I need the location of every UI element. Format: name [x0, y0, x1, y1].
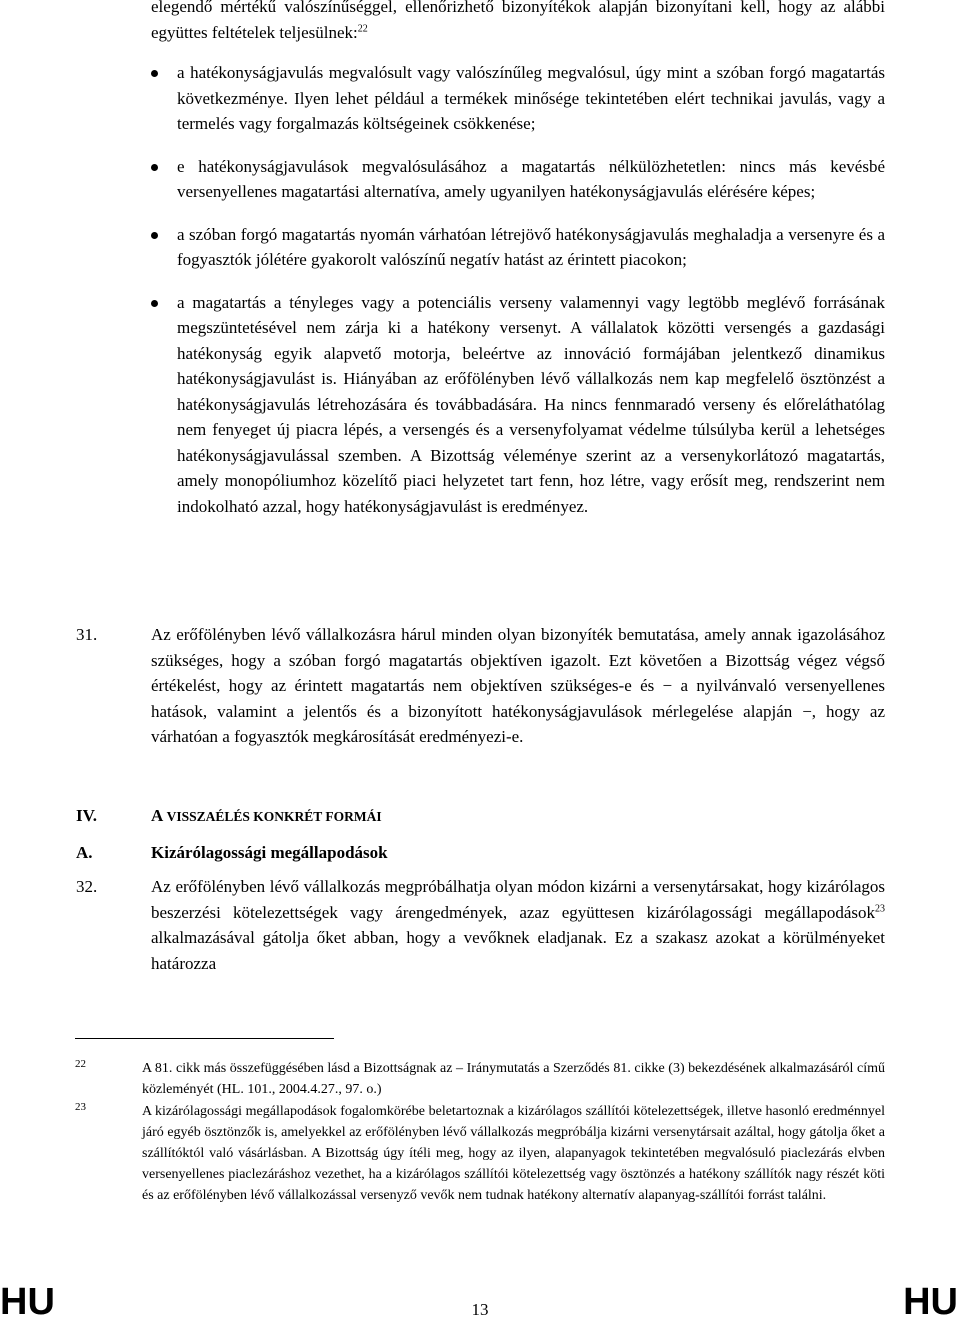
list-item: a szóban forgó magatartás nyomán várhatóan létrejövő hatékonyságjavulás meghaladja a versenyre és a fogyasztók jólétére gyakorolt valószínű negatív hatást az érintett piacokon;: [151, 222, 885, 273]
paragraph-31: Az erőfölényben lévő vállalkozásra hárul minden olyan bizonyíték bemutatása, amely annak igazolásához szükséges, hogy a szóban forgó magatartás objektíven igazolt. Ezt követően a Bizottság végez végső értékelést, hogy az érintett magatartás nem objektíven szükséges-e és − a nyilvánvaló versenyellenes hatások, valamint a jelentős és a bizonyított hatékonyságjavulások mérlegelése alapján −, hogy az várhatóan a fogyasztók megkárosítását eredményezi-e.: [151, 625, 885, 746]
bullet-icon: [151, 164, 158, 171]
list-item: a hatékonyságjavulás megvalósult vagy valószínűleg megvalósul, úgy mint a szóban forgó magatartás következménye. Ilyen lehet például a termékek minősége tekintetében elért technikai javulás, vagy a termelés vagy forgalmazás költségeinek csökkenése;: [151, 60, 885, 137]
intro-paragraph: elegendő mértékű valószínűséggel, ellenőrizhető bizonyítékok alapján bizonyítani kell, hogy az alábbi együttes feltételek teljesülnek:$^{22}$: [151, 0, 885, 42]
paragraph-number-31: 31.: [76, 625, 98, 644]
subsection-title-a: Kizárólagossági megállapodások: [151, 843, 388, 862]
list-item: a magatartás a tényleges vagy a potenciális verseny valamennyi vagy legtöbb meglévő forrásának megszüntetésével nem zárja ki a hatékony versenyt. A vállalatok közötti versengés a gazdasági hatékonyság egyik alapvető motorja, beleértve az innováció formájában jelentkező dinamikus hatékonyságjavulást is. Hiányában az erőfölényben lévő vállalkozás nem kap megfelelő ösztönzést a hatékonyságjavulás létrehozására és továbbadására. Ha nincs fennmaradó verseny és előreláthatólag nem fenyeget új piacra lépés, a versengés és a versenyfolyamat védelme túlsúlyba kerül a lehetséges hatékonyságjavulással szemben. A Bizottság véleménye szerint az a versenykorlátozó magatartás, amely monopóliumhoz közelítő piaci helyzetet tart fenn, hoz létre, vagy erősít meg, rendszerint nem indokolható azzal, hogy hatékonyságjavulást is eredményez.: [151, 290, 885, 520]
footnote-23: A kizárólagossági megállapodások fogalomkörébe beletartoznak a kizárólagos szállítói kötelezettségek, illetve hasonló eredménnyel járó egyéb ösztönzők is, amelyekkel az erőfölényben lévő vállalkozás megpróbálja kizárni versenytársait azáltal, hogy gátolja őket a szállítóktól való vásárlásban. A Bizottság úgy ítéli meg, hogy az ilyen, alapanyagok tekintetében megvalósuló piaclezárás elvben versenyellenes piaclezáráshoz vezethet, ha a kizárólagos szállítói kötelezettség vagy ösztönzés a hatékony szállítók nagy részét köti és az erőfölényben lévő vállalkozással versenyző vevők nem tudnak hatékony alternatív alapanyag-szállítói forrást találni.: [142, 1104, 885, 1203]
footnote-ref-22[interactable]: 22: [357, 22, 368, 34]
paragraph-number-32: 32.: [76, 877, 98, 896]
footnote-number-23: 23: [75, 1101, 86, 1113]
footnote-ref-23[interactable]: 23: [875, 902, 885, 914]
footnote-number-22: 22: [75, 1058, 86, 1070]
conditions-list: [151, 60, 885, 536]
section-title-iv: A VISSZAÉLÉS KONKRÉT FORMÁI: [151, 806, 382, 825]
bullet-icon: [151, 300, 158, 307]
section-number-iv: IV.: [76, 806, 97, 825]
bullet-icon: [151, 70, 158, 77]
bullet-icon: [151, 232, 158, 239]
footnote-divider: [75, 1038, 334, 1039]
paragraph-32: Az erőfölényben lévő vállalkozás megpróbálhatja olyan módon kizárni a versenytársakat, hogy kizárólagos beszerzési kötelezettségek vagy árengedmények, azaz együttesen kizárólagossági megállapodások$^{23}$ alkalmazásával gátolja őket abban, hogy a vevőknek eladjanak. Ez a szakasz azokat a körülményeket határozza: [151, 877, 885, 973]
list-item: e hatékonyságjavulások megvalósulásához a magatartás nélkülözhetetlen: nincs más kevésbé versenyellenes magatartási alternatíva, amely ugyanilyen hatékonyságjavulás elérésére képes;: [151, 154, 885, 205]
footer-language-right: HU: [903, 1281, 958, 1323]
footer-language-left: HU: [0, 1281, 55, 1323]
footnote-22: A 81. cikk más összefüggésében lásd a Bizottságnak az – Iránymutatás a Szerződés 81. cikke (3) bekezdésének alkalmazásáról című közleményét (HL. 101., 2004.4.27., 97. o.): [142, 1061, 885, 1097]
page-number: 13: [471, 1300, 489, 1319]
subsection-letter-a: A.: [76, 843, 93, 862]
